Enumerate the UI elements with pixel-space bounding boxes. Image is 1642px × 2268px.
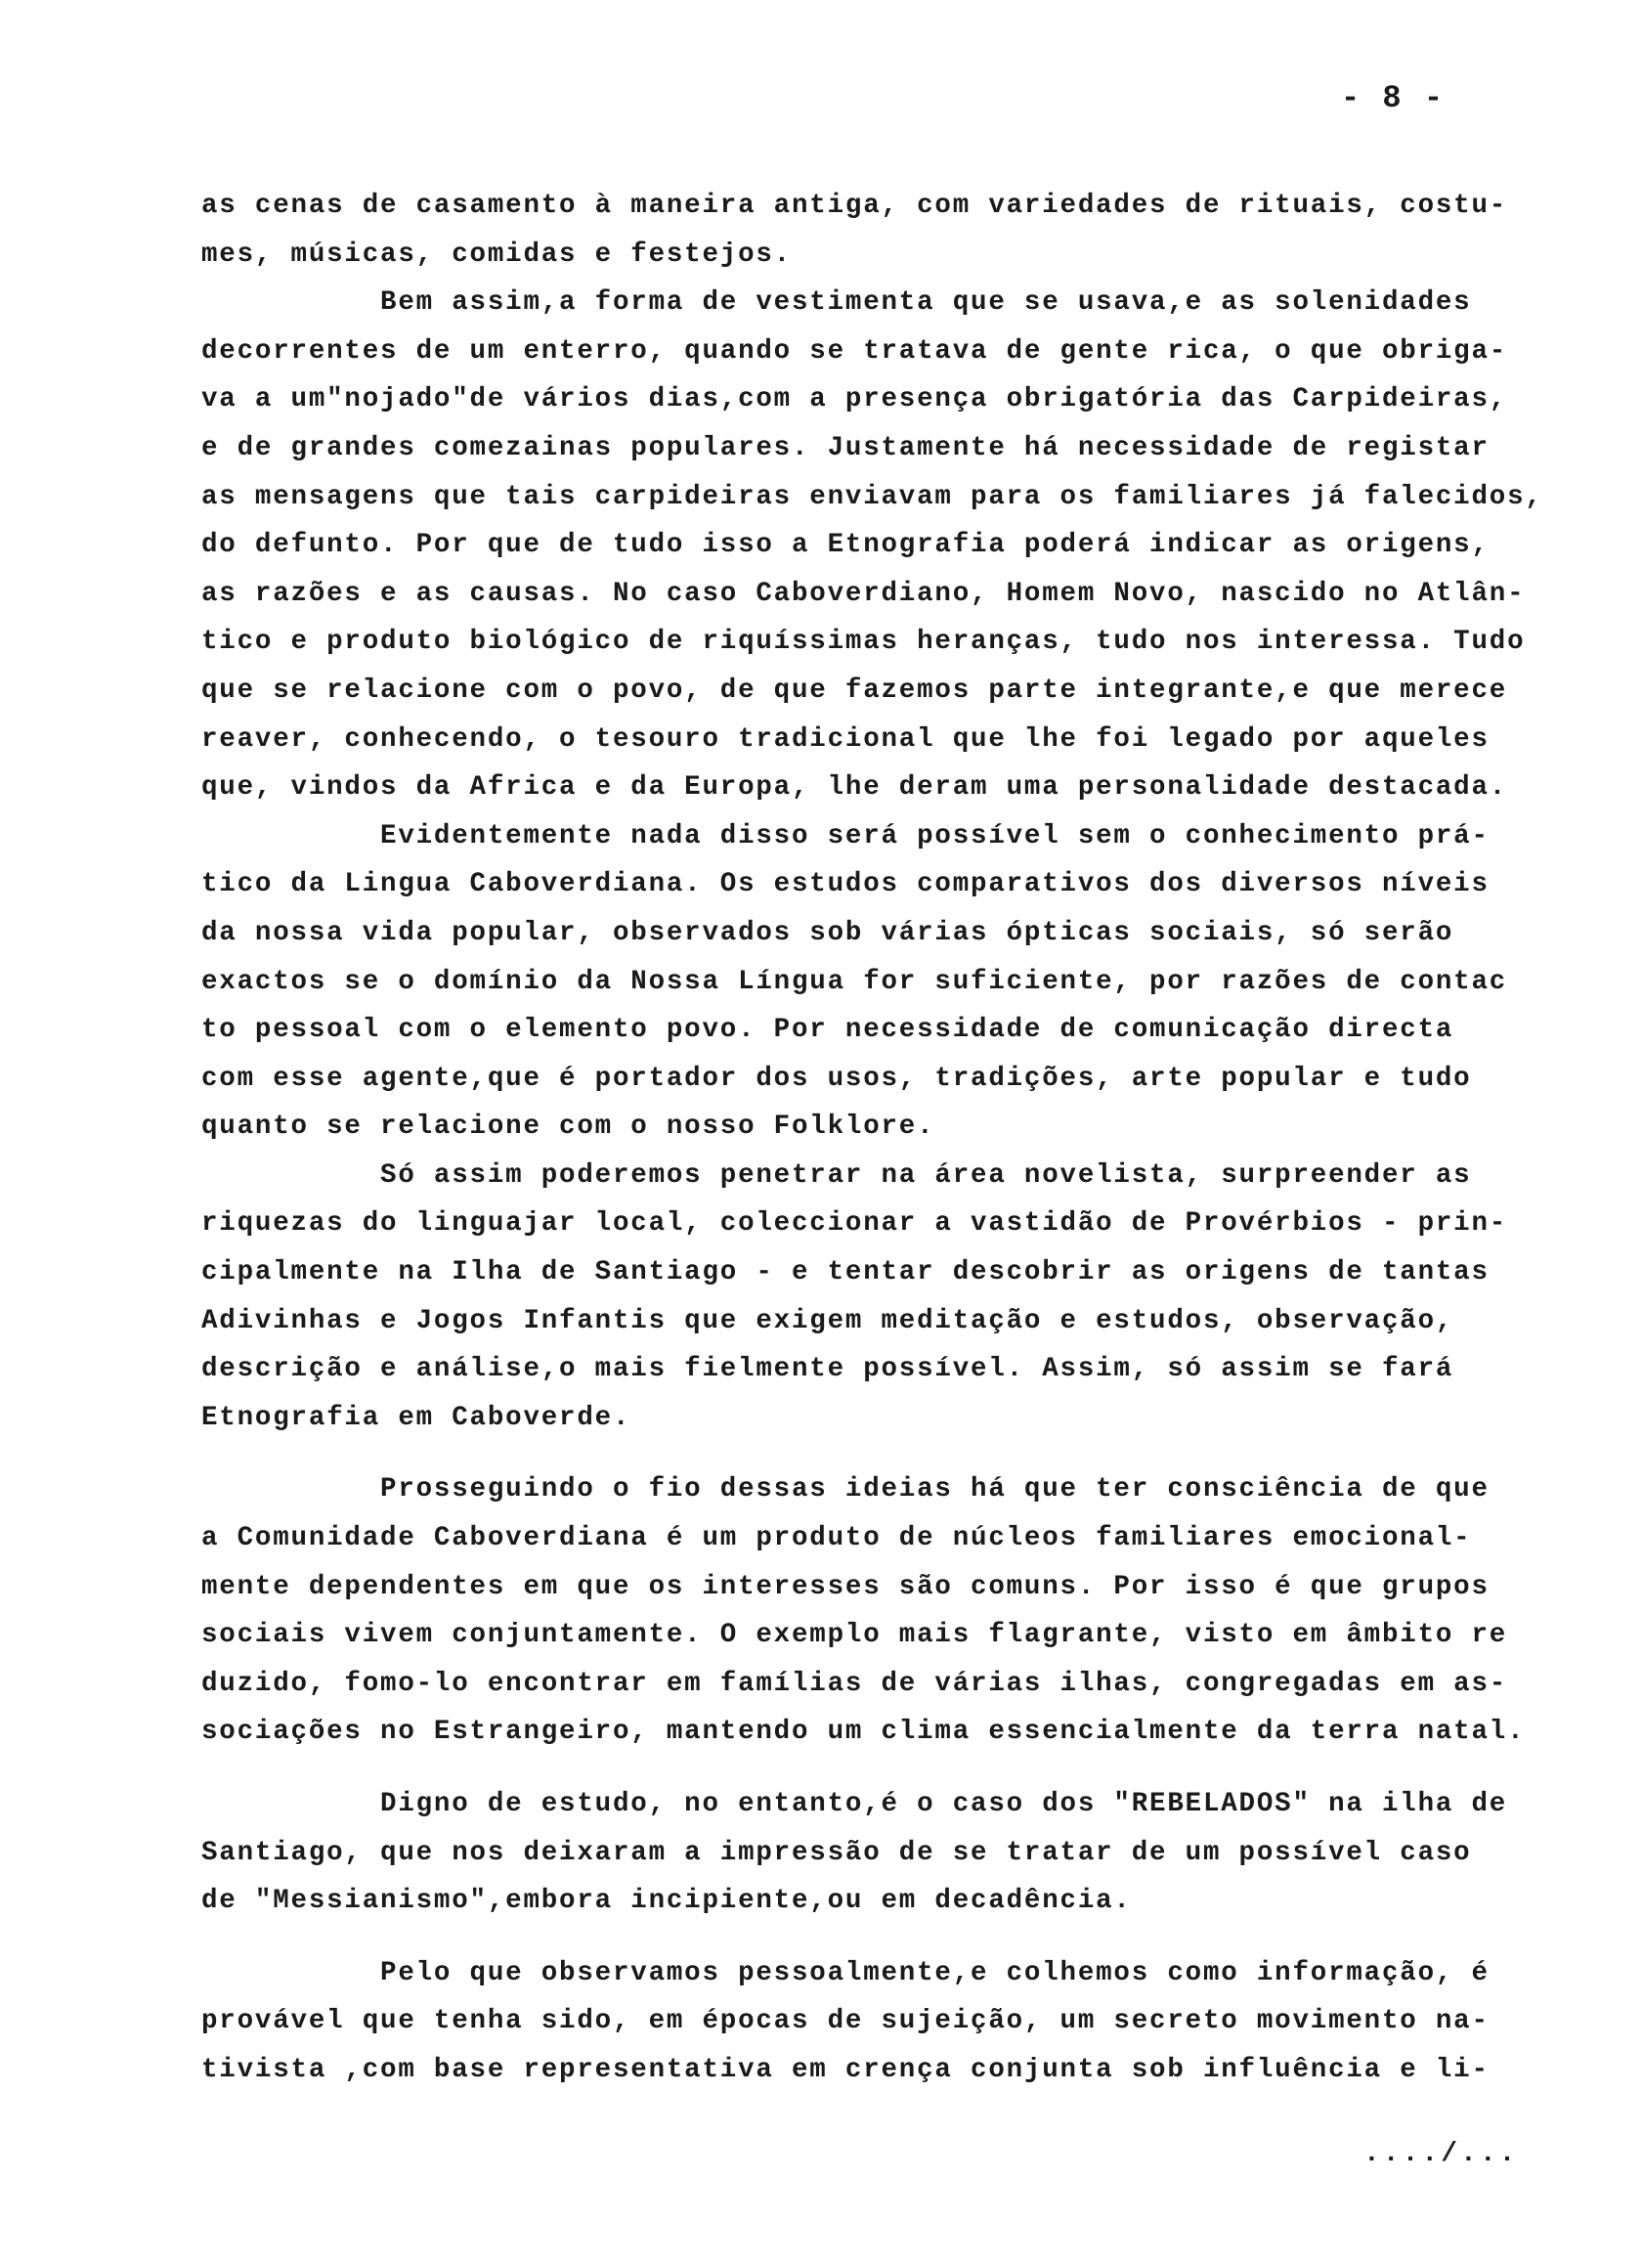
continuation-marker: ..../... — [1363, 2139, 1519, 2169]
text-line: que se relacione com o povo, de que fazemos parte integrante,e que merece — [201, 675, 1508, 706]
text-line: riquezas do linguajar local, coleccionar a vastidão de Provérbios - prin- — [201, 1208, 1508, 1240]
text-line: descrição e análise,o mais fielmente possível. Assim, só assim se fará — [201, 1354, 1454, 1385]
text-line: as mensagens que tais carpideiras enviavam para os familiares já falecidos, — [201, 481, 1543, 512]
text-line: Bem assim,a forma de vestimenta que se usava,e as solenidades — [201, 287, 1472, 319]
text-line: Etnografia em Caboverde. — [201, 1402, 631, 1433]
text-line: mente dependentes em que os interesses são comuns. Por isso é que grupos — [201, 1571, 1490, 1602]
text-line: do defunto. Por que de tudo isso a Etnografia poderá indicar as origens, — [201, 530, 1490, 561]
text-line: sociações no Estrangeiro, mantendo um clima essencialmente da terra natal. — [201, 1717, 1526, 1748]
text-line: provável que tenha sido, em épocas de sujeição, um secreto movimento na- — [201, 2006, 1490, 2037]
text-line: cipalmente na Ilha de Santiago - e tentar descobrir as origens de tantas — [201, 1257, 1490, 1288]
text-line: Só assim poderemos penetrar na área novelista, surpreender as — [201, 1159, 1472, 1191]
text-line: quanto se relacione com o nosso Folklore. — [201, 1112, 935, 1143]
text-line: va a um"nojado"de vários dias,com a presença obrigatória das Carpideiras, — [201, 384, 1508, 415]
text-line: Pelo que observamos pessoalmente,e colhemos como informação, é — [201, 1957, 1490, 1988]
text-line: de "Messianismo",embora incipiente,ou em decadência. — [201, 1886, 1132, 1917]
text-line: tivista ,com base representativa em crença conjunta sob influência e li- — [201, 2054, 1490, 2085]
text-line: reaver, conhecendo, o tesouro tradicional que lhe foi legado por aqueles — [201, 723, 1490, 755]
text-line: tico da Lingua Caboverdiana. Os estudos comparativos dos diversos níveis — [201, 869, 1490, 900]
text-line: que, vindos da Africa e da Europa, lhe deram uma personalidade destacada. — [201, 772, 1508, 804]
body-text — [201, 182, 1570, 2095]
text-line: Santiago, que nos deixaram a impressão de se tratar de um possível caso — [201, 1837, 1472, 1868]
paragraph-gap — [201, 1757, 1570, 1780]
text-line: decorrentes de um enterro, quando se tratava de gente rica, o que obriga- — [201, 335, 1508, 367]
paragraph-gap — [201, 1926, 1570, 1949]
text-line: Digno de estudo, no entanto,é o caso dos "REBELADOS" na ilha de — [201, 1789, 1508, 1819]
text-line: Evidentemente nada disso será possível sem o conhecimento prá- — [201, 820, 1490, 851]
text-line: to pessoal com o elemento povo. Por necessidade de comunicação directa — [201, 1015, 1454, 1046]
text-line: mes, músicas, comidas e festejos. — [201, 239, 792, 270]
text-line: com esse agente,que é portador dos usos, tradições, arte popular e tudo — [201, 1063, 1472, 1094]
text-line: duzido, fomo-lo encontrar em famílias de várias ilhas, congregadas em as- — [201, 1668, 1508, 1699]
paragraph-gap — [201, 1442, 1570, 1465]
text-line: tico e produto biológico de riquíssimas heranças, tudo nos interessa. Tudo — [201, 627, 1526, 658]
text-line: Prosseguindo o fio dessas ideias há que ter consciência de que — [201, 1474, 1490, 1505]
text-line: as cenas de casamento à maneira antiga, com variedades de rituais, costu- — [201, 191, 1508, 221]
text-line: a Comunidade Caboverdiana é um produto de núcleos familiares emocional- — [201, 1523, 1472, 1554]
text-line: da nossa vida popular, observados sob várias ópticas sociais, só serão — [201, 917, 1454, 948]
text-line: exactos se o domínio da Nossa Língua for suficiente, por razões de contac — [201, 966, 1508, 997]
text-line: e de grandes comezainas populares. Justamente há necessidade de registar — [201, 432, 1490, 463]
page-number: - 8 - — [1341, 80, 1446, 116]
text-line: Adivinhas e Jogos Infantis que exigem meditação e estudos, observação, — [201, 1305, 1454, 1336]
text-line: as razões e as causas. No caso Caboverdiano, Homem Novo, nascido no Atlân- — [201, 578, 1526, 609]
text-line: sociais vivem conjuntamente. O exemplo mais flagrante, visto em âmbito re — [201, 1620, 1508, 1651]
